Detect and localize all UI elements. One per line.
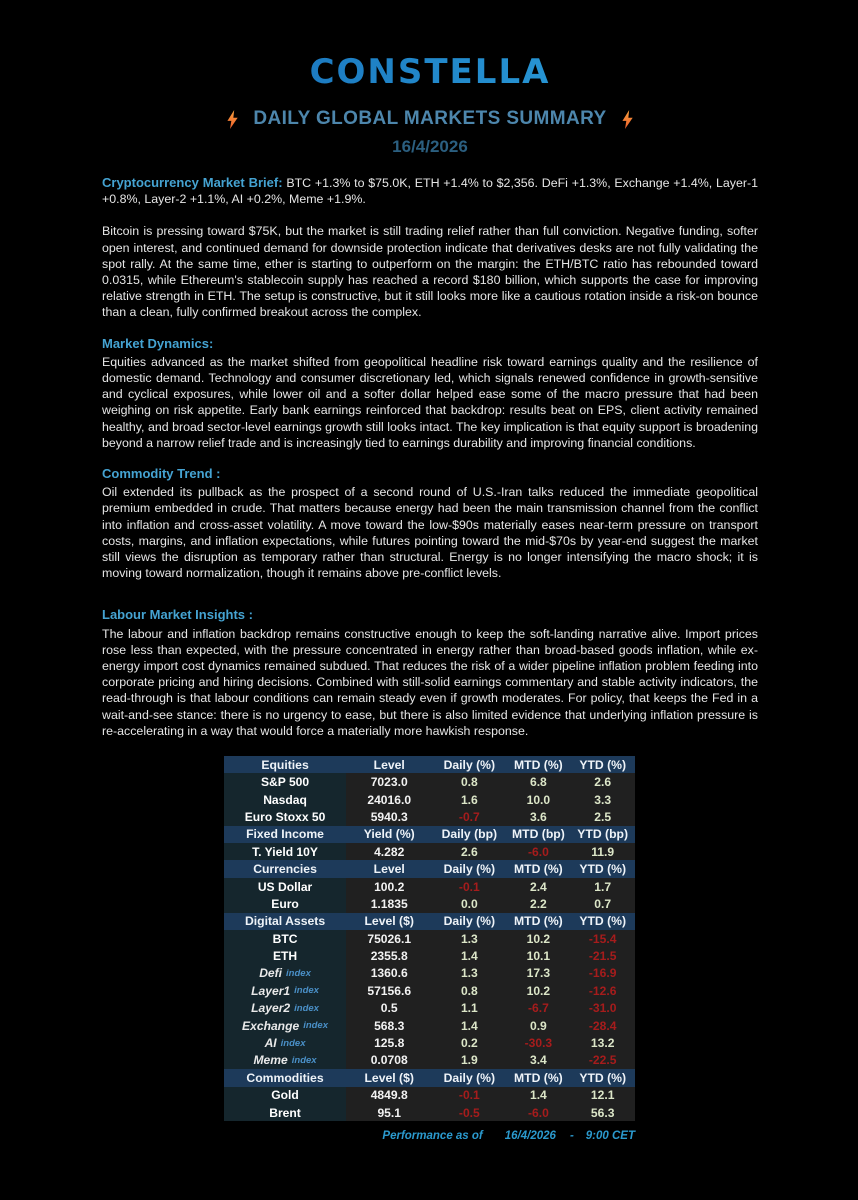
table-cell: 125.8 — [346, 1034, 432, 1051]
table-cell: -0.1 — [432, 878, 506, 895]
table-cell: 10.1 — [506, 947, 570, 964]
report-title-row — [102, 107, 758, 131]
table-row — [224, 1104, 635, 1121]
asset-name: S&P 500 — [224, 773, 346, 790]
table-cell: 1.6 — [432, 791, 506, 808]
section-labour-market-insights — [102, 607, 758, 739]
asset-name: US Dollar — [224, 878, 346, 895]
table-cell: -21.5 — [570, 947, 635, 964]
asset-name: Nasdaq — [224, 791, 346, 808]
table-cell: 1.4 — [506, 1087, 570, 1104]
group-name: Currencies — [253, 862, 317, 877]
column-header: Daily (%) — [443, 862, 496, 877]
table-cell: 1.9 — [432, 1052, 506, 1069]
asset-name: Euro Stoxx 50 — [224, 808, 346, 825]
table-cell: -30.3 — [506, 1034, 570, 1051]
table-row — [224, 1052, 635, 1069]
table-cell: 10.2 — [506, 982, 570, 999]
table-cell: 3.4 — [506, 1052, 570, 1069]
market-performance-table — [224, 756, 635, 1121]
table-cell: 4.282 — [346, 843, 432, 860]
crypto-brief-paragraph — [102, 175, 758, 207]
table-cell: 0.7 — [570, 895, 635, 912]
table-cell: 75026.1 — [346, 930, 432, 947]
table-cell: 2.2 — [506, 895, 570, 912]
table-cell: -28.4 — [570, 1017, 635, 1034]
table-cell: 5940.3 — [346, 808, 432, 825]
table-row — [224, 895, 635, 912]
asset-name: Exchange index — [224, 1017, 346, 1034]
asset-name: Gold — [224, 1087, 346, 1104]
asset-name: Meme index — [224, 1052, 346, 1069]
table-cell: 2.6 — [432, 843, 506, 860]
column-header: Daily (%) — [443, 914, 496, 929]
table-cell: 100.2 — [346, 878, 432, 895]
group-name: Equities — [261, 757, 309, 772]
table-cell: 10.0 — [506, 791, 570, 808]
column-header: MTD (%) — [514, 862, 563, 877]
table-cell: 1.4 — [432, 947, 506, 964]
table-cell: 3.3 — [570, 791, 635, 808]
table-cell: 0.8 — [432, 773, 506, 790]
column-header: MTD (%) — [514, 914, 563, 929]
table-cell: 1.3 — [432, 965, 506, 982]
table-cell: 13.2 — [570, 1034, 635, 1051]
table-cell: 2.6 — [570, 773, 635, 790]
section-body: The labour and inflation backdrop remains constructive enough to keep the soft-landing narrative alive. Import prices rose less than expected, with the pressure concentrated in energy rather than broad-based goods inflation, while ex-energy import cost dynamics remained subdued. That reduces the risk of a wider pipeline inflation problem feeding into corporate pricing and hiring decisions. Combined with still-solid earnings commentary and stable activity indicators, the read-through is that labour conditions can remain steady even if growth moderates. For policy, that keeps the Fed in a wait-and-see stance: there is no urgency to ease, but there is also limited evidence that underlying inflation pressure is re-accelerating in a way that would force a materially more hawkish response. — [102, 626, 758, 738]
footer-separator: - — [569, 1130, 574, 1143]
column-header: YTD (%) — [579, 1070, 627, 1085]
table-cell: -31.0 — [570, 1000, 635, 1017]
asset-name: Layer2 index — [224, 1000, 346, 1017]
footer-label: Performance as of — [382, 1130, 483, 1143]
table-row — [224, 1034, 635, 1051]
table-row — [224, 878, 635, 895]
table-row — [224, 1087, 635, 1104]
crypto-brief-label: Cryptocurrency Market Brief: — [102, 175, 283, 190]
page-title: DAILY GLOBAL MARKETS SUMMARY — [253, 108, 607, 129]
column-header: Level ($) — [364, 914, 414, 929]
section-commodity-trend — [102, 466, 758, 581]
table-cell: 17.3 — [506, 965, 570, 982]
table-group-header-row — [224, 860, 635, 877]
asset-name: BTC — [224, 930, 346, 947]
table-cell: 568.3 — [346, 1017, 432, 1034]
asset-name: AI index — [224, 1034, 346, 1051]
table-row — [224, 965, 635, 982]
column-header: Level — [373, 862, 405, 877]
asset-name: ETH — [224, 947, 346, 964]
table-cell: 0.0 — [432, 895, 506, 912]
column-header: Level — [373, 757, 405, 772]
column-header: Daily (%) — [443, 1070, 496, 1085]
column-header: Daily (%) — [443, 757, 496, 772]
table-row — [224, 1017, 635, 1034]
column-header: YTD (%) — [579, 914, 627, 929]
table-cell: 11.9 — [570, 843, 635, 860]
table-cell: -0.1 — [432, 1087, 506, 1104]
table-cell: -0.7 — [432, 808, 506, 825]
table-cell: -6.7 — [506, 1000, 570, 1017]
group-name: Commodities — [246, 1070, 324, 1085]
table-row — [224, 791, 635, 808]
table-cell: 0.0708 — [346, 1052, 432, 1069]
footer-date: 16/4/2026 — [504, 1130, 556, 1143]
table-row — [224, 808, 635, 825]
table-cell: -0.5 — [432, 1104, 506, 1121]
column-header: MTD (bp) — [511, 827, 565, 842]
constella-logo: CONSTELLA — [102, 52, 758, 92]
table-cell: 0.8 — [432, 982, 506, 999]
column-header: YTD (%) — [579, 757, 627, 772]
section-heading: Market Dynamics: — [102, 335, 214, 351]
column-header: MTD (%) — [514, 1070, 563, 1085]
table-cell: -6.0 — [506, 843, 570, 860]
table-cell: 4849.8 — [346, 1087, 432, 1104]
table-row — [224, 982, 635, 999]
column-header: Daily (bp) — [441, 827, 498, 842]
table-cell: 10.2 — [506, 930, 570, 947]
report-date: 16/4/2026 — [392, 137, 468, 156]
asset-name: Layer1 index — [224, 982, 346, 999]
table-cell: 95.1 — [346, 1104, 432, 1121]
table-cell: 57156.6 — [346, 982, 432, 999]
table-cell: 1.1 — [432, 1000, 506, 1017]
table-cell: 3.6 — [506, 808, 570, 825]
table-cell: 56.3 — [570, 1104, 635, 1121]
lightning-bolt-icon — [226, 110, 239, 129]
table-row — [224, 930, 635, 947]
table-group-header-row — [224, 756, 635, 773]
column-header: Level ($) — [364, 1070, 414, 1085]
performance-footer — [224, 1130, 635, 1142]
table-cell: 0.5 — [346, 1000, 432, 1017]
table-row — [224, 773, 635, 790]
asset-name: Defi index — [224, 965, 346, 982]
table-cell: 1.7 — [570, 878, 635, 895]
table-cell: 0.2 — [432, 1034, 506, 1051]
table-cell: 2355.8 — [346, 947, 432, 964]
lightning-bolt-icon — [621, 110, 634, 129]
asset-name: Euro — [224, 895, 346, 912]
table-row — [224, 1000, 635, 1017]
asset-name: Brent — [224, 1104, 346, 1121]
table-cell: -16.9 — [570, 965, 635, 982]
section-heading: Commodity Trend : — [102, 466, 221, 482]
column-header: MTD (%) — [514, 757, 563, 772]
table-cell: 2.5 — [570, 808, 635, 825]
footer-time: 9:00 CET — [585, 1130, 635, 1143]
table-row — [224, 947, 635, 964]
table-cell: 12.1 — [570, 1087, 635, 1104]
table-cell: 24016.0 — [346, 791, 432, 808]
table-cell: -15.4 — [570, 930, 635, 947]
table-cell: 1.4 — [432, 1017, 506, 1034]
table-group-header-row — [224, 1069, 635, 1086]
crypto-brief-text: BTC +1.3% to $75.0K, ETH +1.4% to $2,356. DeFi +1.3%, Exchange +1.4%, Layer-1 +0.8%, Layer-2 +1.1%, AI +0.2%, Meme +1.9%. — [102, 176, 758, 207]
column-header: Yield (%) — [363, 827, 415, 842]
section-market-dynamics — [102, 336, 758, 451]
table-cell: -6.0 — [506, 1104, 570, 1121]
bitcoin-commentary-paragraph: Bitcoin is pressing toward $75K, but the market is still trading relief rather than full conviction. Negative funding, softer open interest, and continued demand for downside protection indicate that derivatives desks are not fully validating the spot rally. At the same time, ether is starting to outperform on the margin: the ETH/BTC ratio has rebounded toward 0.0315, while Ethereum's stablecoin supply has reached a record $180 billion, which supports the case for improving relative strength in ETH. The setup is constructive, but it still looks more like a cautious rotation inside a risk-on bounce than a clean, fully confirmed breakout across the complex. — [102, 224, 758, 320]
table-cell: 2.4 — [506, 878, 570, 895]
table-cell: 1.3 — [432, 930, 506, 947]
group-name: Fixed Income — [246, 827, 324, 842]
section-body: Oil extended its pullback as the prospect of a second round of U.S.-Iran talks reduced the immediate geopolitical premium embedded in crude. That matters because energy had been the main transmission channel from the conflict into inflation and cross-asset volatility. A move toward the low-$90s materially eases near-term pressure on transport costs, margins, and inflation expectations, while futures pointing toward the mid-$70s by year-end suggest the market still views the disruption as temporary rather than structural. Energy is no longer intensifying the macro shock; it is moving toward normalization, though it remains above pre-conflict levels. — [102, 485, 758, 581]
table-cell: 1.1835 — [346, 895, 432, 912]
table-group-header-row — [224, 913, 635, 930]
table-cell: 1360.6 — [346, 965, 432, 982]
table-cell: -12.6 — [570, 982, 635, 999]
group-name: Digital Assets — [244, 914, 326, 929]
table-row — [224, 843, 635, 860]
table-cell: 7023.0 — [346, 773, 432, 790]
asset-name: T. Yield 10Y — [224, 843, 346, 860]
table-cell: -22.5 — [570, 1052, 635, 1069]
table-cell: 0.9 — [506, 1017, 570, 1034]
column-header: YTD (bp) — [577, 827, 629, 842]
table-cell: 6.8 — [506, 773, 570, 790]
section-body: Equities advanced as the market shifted from geopolitical headline risk toward earnings quality and the resilience of domestic demand. Technology and consumer discretionary led, which signals renewed confidence in growth-sensitive and cyclical exposures, while lower oil and a softer dollar helped ease some of the macro pressure that had been weighing on risk appetite. Early bank earnings reinforced that backdrop: results beat on EPS, client activity remained healthy, and broad sector-level earnings growth still looks intact. The key implication is that equity support is broadening beyond a narrow relief trade and is increasingly tied to earnings durability and improving financial conditions. — [102, 354, 758, 450]
table-group-header-row — [224, 826, 635, 843]
section-heading: Labour Market Insights : — [102, 607, 253, 623]
column-header: YTD (%) — [579, 862, 627, 877]
